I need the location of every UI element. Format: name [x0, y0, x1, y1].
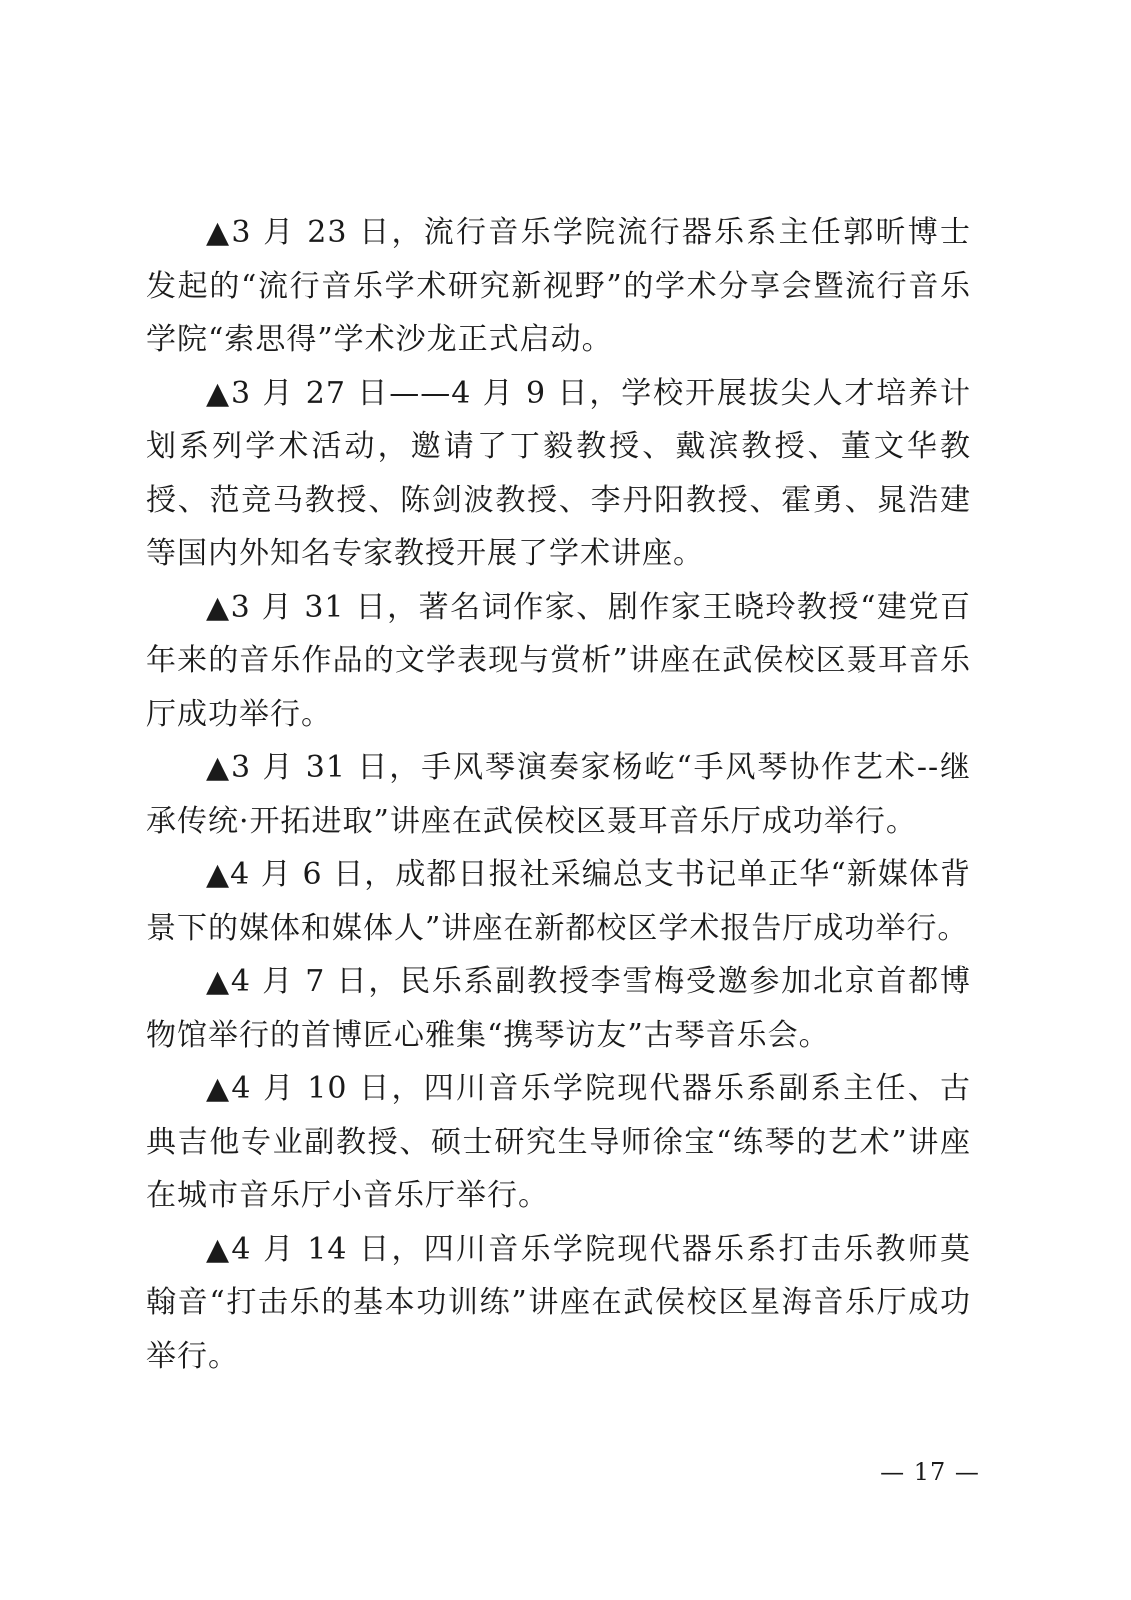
news-entry-6: ▲4 月 7 日，民乐系副教授李雪梅受邀参加北京首都博物馆举行的首博匠心雅集“携琴访友”古琴音乐会。	[146, 964, 971, 1053]
news-entry-3: ▲3 月 31 日，著名词作家、剧作家王晓玲教授“建党百年来的音乐作品的文学表现与赏析”讲座在武侯校区聂耳音乐厅成功举行。	[146, 589, 971, 732]
news-entry-4: ▲3 月 31 日，手风琴演奏家杨屹“手风琴协作艺术--继承传统·开拓进取”讲座在武侯校区聂耳音乐厅成功举行。	[146, 750, 971, 839]
page-number: — 17 —	[880, 1458, 980, 1486]
news-entry-7: ▲4 月 10 日，四川音乐学院现代器乐系副系主任、古典吉他专业副教授、硕士研究生导师徐宝“练琴的艺术”讲座在城市音乐厅小音乐厅举行。	[146, 1071, 971, 1213]
news-entry-2: ▲3 月 27 日——4 月 9 日，学校开展拔尖人才培养计划系列学术活动，邀请了丁毅教授、戴滨教授、董文华教授、范竞马教授、陈剑波教授、李丹阳教授、霍勇、晁浩建等国内外知名专家教授开展了学术讲座。	[146, 375, 971, 571]
page-body	[146, 206, 971, 1383]
news-entry-8: ▲4 月 14 日，四川音乐学院现代器乐系打击乐教师莫翰音“打击乐的基本功训练”讲座在武侯校区星海音乐厅成功举行。	[146, 1231, 971, 1374]
news-entry-1: ▲3 月 23 日，流行音乐学院流行器乐系主任郭昕博士发起的“流行音乐学术研究新视野”的学术分享会暨流行音乐学院“索思得”学术沙龙正式启动。	[146, 215, 971, 357]
news-entry-5: ▲4 月 6 日，成都日报社采编总支书记单正华“新媒体背景下的媒体和媒体人”讲座在新都校区学术报告厅成功举行。	[146, 857, 971, 946]
